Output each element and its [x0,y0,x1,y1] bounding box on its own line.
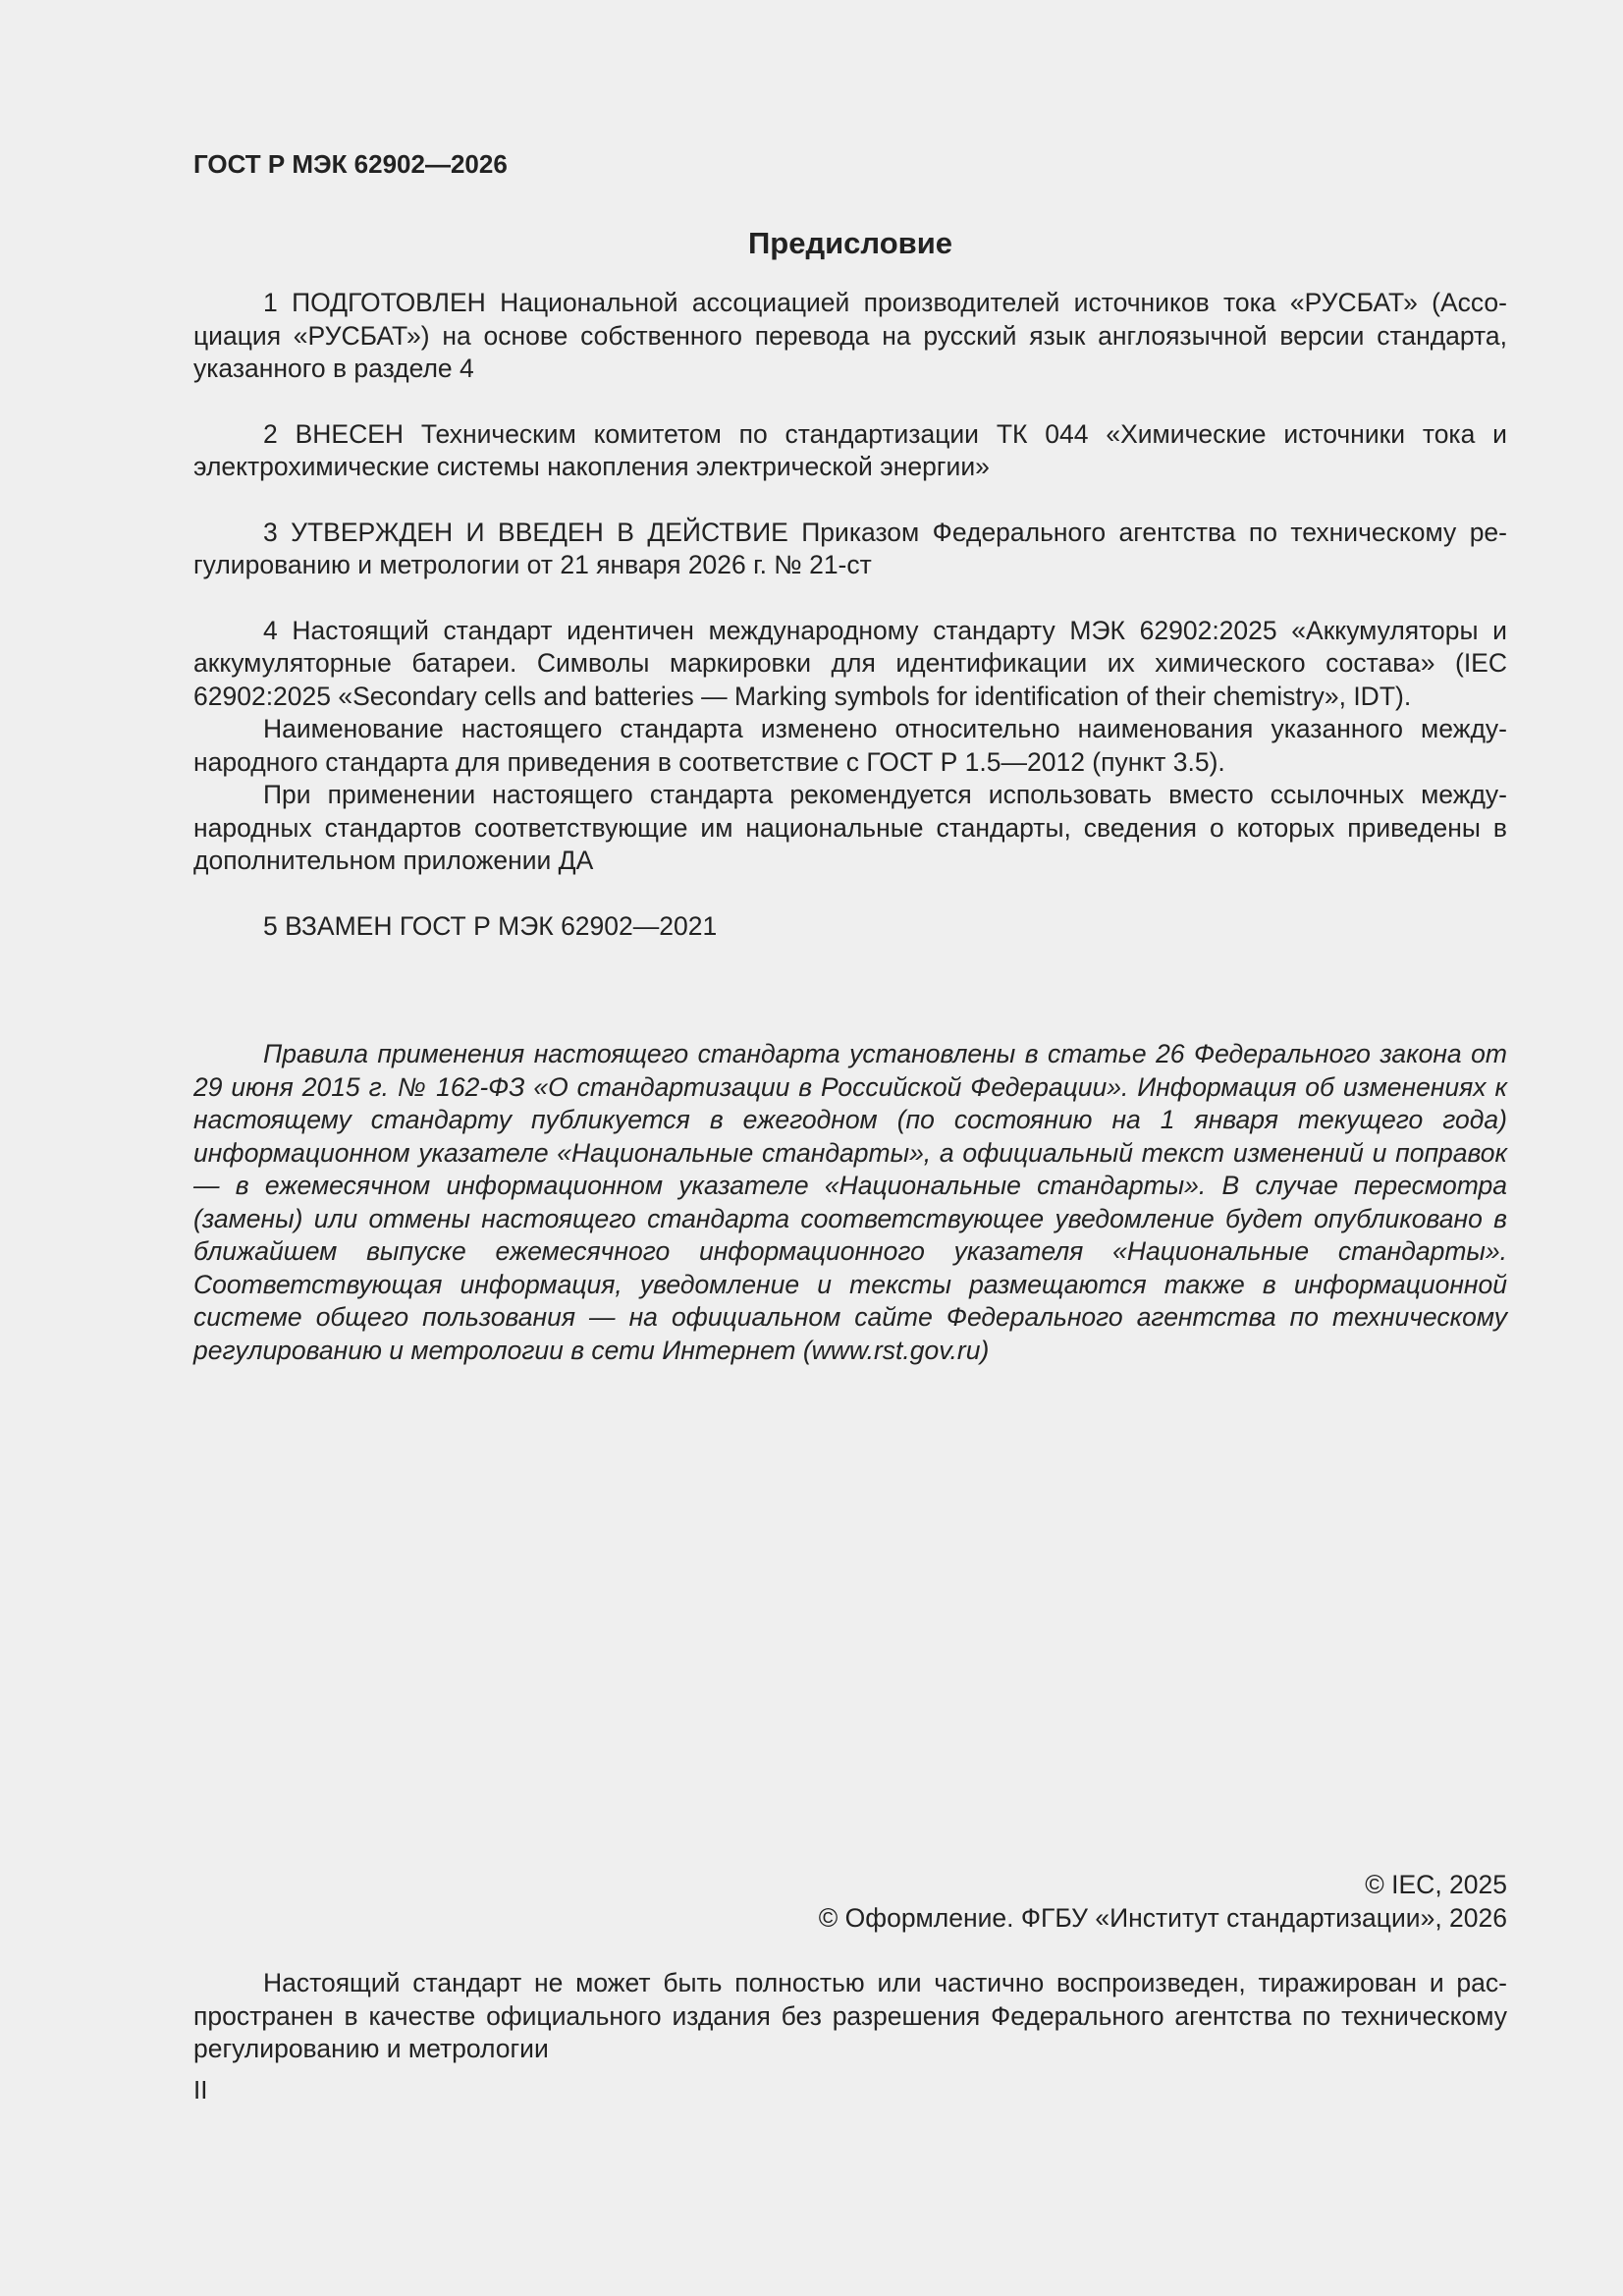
copyright-design: © Оформление. ФГБУ «Институт стандартизации», 2026 [818,1902,1507,1933]
copyright-iec: © IEC, 2025 [1365,1870,1507,1899]
reproduction-notice-text: Настоящий стандарт не может быть полностью или частично воспроизведен, тиражирован и распространен в качестве официального издания без разрешения Федерального агентства по техническому регулированию и метрологии [193,1968,1507,2063]
preface-item-2: 2 ВНЕСЕН Техническим комитетом по стандартизации ТК 044 «Химические источники тока и электрохимические системы накопления электрической энергии» [193,418,1507,481]
preface-item-1: 1 ПОДГОТОВЛЕН Национальной ассоциацией производителей источников тока «РУСБАТ» (Ассоциация «РУСБАТ») на основе собственного перевода на русский язык англоязычной версии стандарта, указанного в разделе 4 [193,288,1507,383]
document-header: ГОСТ Р МЭК 62902—2026 [193,149,508,179]
reproduction-notice [193,1967,1507,2066]
page-number: II [193,2075,208,2105]
document-page [193,0,1507,2296]
preface-item-4: 4 Настоящий стандарт идентичен международному стандарту МЭК 62902:2025 «Аккумуляторы и аккумуляторные батареи. Символы маркировки для идентификации их химического состава» (IEC 62902:2025 «Secondary cells and batteries — Marking symbols for identification of their chemistry», IDT). [193,615,1507,711]
page-title: Предисловие [747,226,952,260]
copyright-block [193,1869,1507,1935]
preface-item-3: 3 УТВЕРЖДЕН И ВВЕДЕН В ДЕЙСТВИЕ Приказом Федерального агентства по техническому регулированию и метрологии от 21 января 2026 г. № 21-ст [193,517,1507,579]
preface-item-4-name-note: Наименование настоящего стандарта изменено относительно наименования указанного международного стандарта для приведения в соответствие с ГОСТ Р 1.5—2012 (пункт 3.5). [193,714,1507,777]
preface-item-4-reference-note: При применении настоящего стандарта рекомендуется использовать вместо ссылочных международных стандартов соответствующие им национальные стандарты, сведения о которых приведены в дополнительном приложении ДА [193,780,1507,875]
preface-body [193,287,1507,943]
application-rules-notice [193,1038,1507,1367]
preface-item-5: 5 ВЗАМЕН ГОСТ Р МЭК 62902—2021 [263,910,718,941]
notice-text: Правила применения настоящего стандарта установлены в статье 26 Федерального закона от 29 июня 2015 г. № 162-ФЗ «О стандартизации в Российской Федерации». Информация об изменениях к настоящему стандарту публикуется в ежегодном (по состоянию на 1 января текущего года) информационном указателе «Национальные стандарты», а официальный текст изменений и поправок — в ежемесячном информационном указателе «Национальные стандарты». В случае пересмотра (замены) или отмены настоящего стандарта соответствующее уведомление будет опубликовано в ближайшем выпуске ежемесячного информационного указателя «Национальные стандарты». Соответствующая информация, уведомление и тексты размещаются также в информационной системе общего пользования — на официальном сайте Федерального агентства по техническому регулированию и метрологии в сети Интернет (www.rst.gov.ru) [193,1039,1507,1365]
